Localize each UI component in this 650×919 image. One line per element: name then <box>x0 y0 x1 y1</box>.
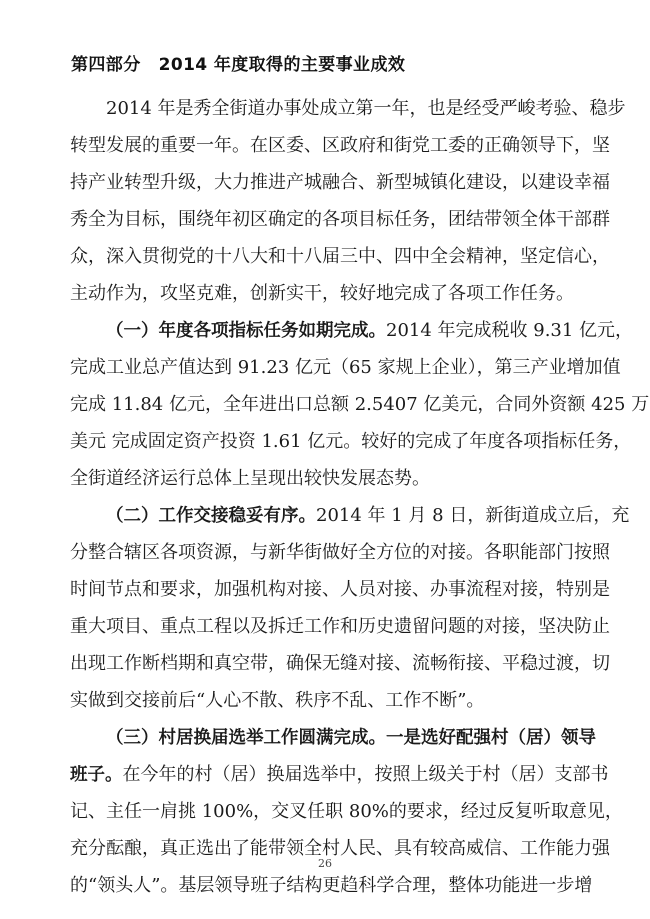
section-part-label: 第四部分 <box>71 55 141 75</box>
text-segment: 全街道经济运行总体上呈现出较快发展态势。 <box>70 468 430 489</box>
text-line <box>106 312 634 349</box>
text-segment: 完成 11.84 亿元，全年进出口总额 2.5407 亿美元，合同外资额 425 万 <box>70 394 650 415</box>
section-heading <box>71 50 405 75</box>
text-segment: 转型发展的重要一年。在区委、区政府和街党工委的正确领导下，坚 <box>70 135 610 156</box>
text-line <box>70 608 610 645</box>
section-title: 2014 年度取得的主要事业成效 <box>158 55 406 75</box>
text-line <box>70 127 610 164</box>
text-segment: 美元 完成固定资产投资 1.61 亿元。较好的完成了年度各项指标任务， <box>70 431 632 452</box>
page-number: 26 <box>318 857 332 870</box>
text-line <box>106 90 626 127</box>
text-line <box>70 756 609 793</box>
text-segment: 在今年的村（居）换届选举中，按照上级关于村（居）支部书 <box>122 764 609 785</box>
bold-text-segment: （一）年度各项指标任务如期完成。 <box>106 321 386 341</box>
text-line <box>70 571 610 608</box>
text-line <box>70 386 650 423</box>
text-line <box>70 793 623 830</box>
text-segment: 主动作为，攻坚克难，创新实干，较好地完成了各项工作任务。 <box>70 283 574 304</box>
text-segment: 2014 年完成税收 9.31 亿元， <box>386 320 634 341</box>
text-line <box>106 719 596 756</box>
text-segment: 时间节点和要求，加强机构对接、人员对接、办事流程对接，特别是 <box>70 579 610 600</box>
text-line <box>70 645 610 682</box>
text-segment: 出现工作断档期和真空带，确保无缝对接、流畅衔接、平稳过渡，切 <box>70 653 610 674</box>
text-segment: 2014 年是秀全街道办事处成立第一年，也是经受严峻考验、稳步 <box>106 98 626 119</box>
bold-text-segment: （三）村居换届选举工作圆满完成。一是选好配强村（居）领导 <box>106 728 596 748</box>
text-line <box>70 423 632 460</box>
text-segment: 的“领头人”。基层领导班子结构更趋科学合理，整体功能进一步增 <box>70 875 593 896</box>
text-line <box>70 238 610 275</box>
text-segment: 秀全为目标，围绕年初区确定的各项目标任务，团结带领全体干部群 <box>70 209 610 230</box>
text-segment: 完成工业总产值达到 91.23 亿元（65 家规上企业），第三产业增加值 <box>70 357 621 378</box>
text-line <box>70 534 610 571</box>
text-segment: 充分酝酿，真正选出了能带领全村人民、具有较高威信、工作能力强 <box>70 838 610 859</box>
text-segment: 持产业转型升级，大力推进产城融合、新型城镇化建设，以建设幸福 <box>70 172 610 193</box>
text-line <box>70 867 593 904</box>
text-segment: 记、主任一肩挑 100%，交叉任职 80%的要求，经过反复听取意见， <box>70 801 623 822</box>
text-line <box>70 682 585 719</box>
text-segment: 实做到交接前后“人心不散、秩序不乱、工作不断”。 <box>70 690 485 711</box>
text-segment: 分整合辖区各项资源，与新华街做好全方位的对接。各职能部门按照 <box>70 542 610 563</box>
bold-text-segment: 班子。 <box>70 765 123 785</box>
bold-text-segment: （二）工作交接稳妥有序。 <box>106 506 316 526</box>
text-segment: 重大项目、重点工程以及拆迁工作和历史遗留问题的对接，坚决防止 <box>70 616 610 637</box>
text-line <box>70 275 585 312</box>
text-line <box>70 201 610 238</box>
text-line <box>70 460 585 497</box>
text-line <box>70 349 621 386</box>
text-segment: 2014 年 1 月 8 日，新街道成立后，充 <box>316 505 630 526</box>
text-line <box>106 497 630 534</box>
text-line <box>70 164 610 201</box>
text-segment: 众，深入贯彻党的十八大和十八届三中、四中全会精神，坚定信心， <box>70 246 610 267</box>
